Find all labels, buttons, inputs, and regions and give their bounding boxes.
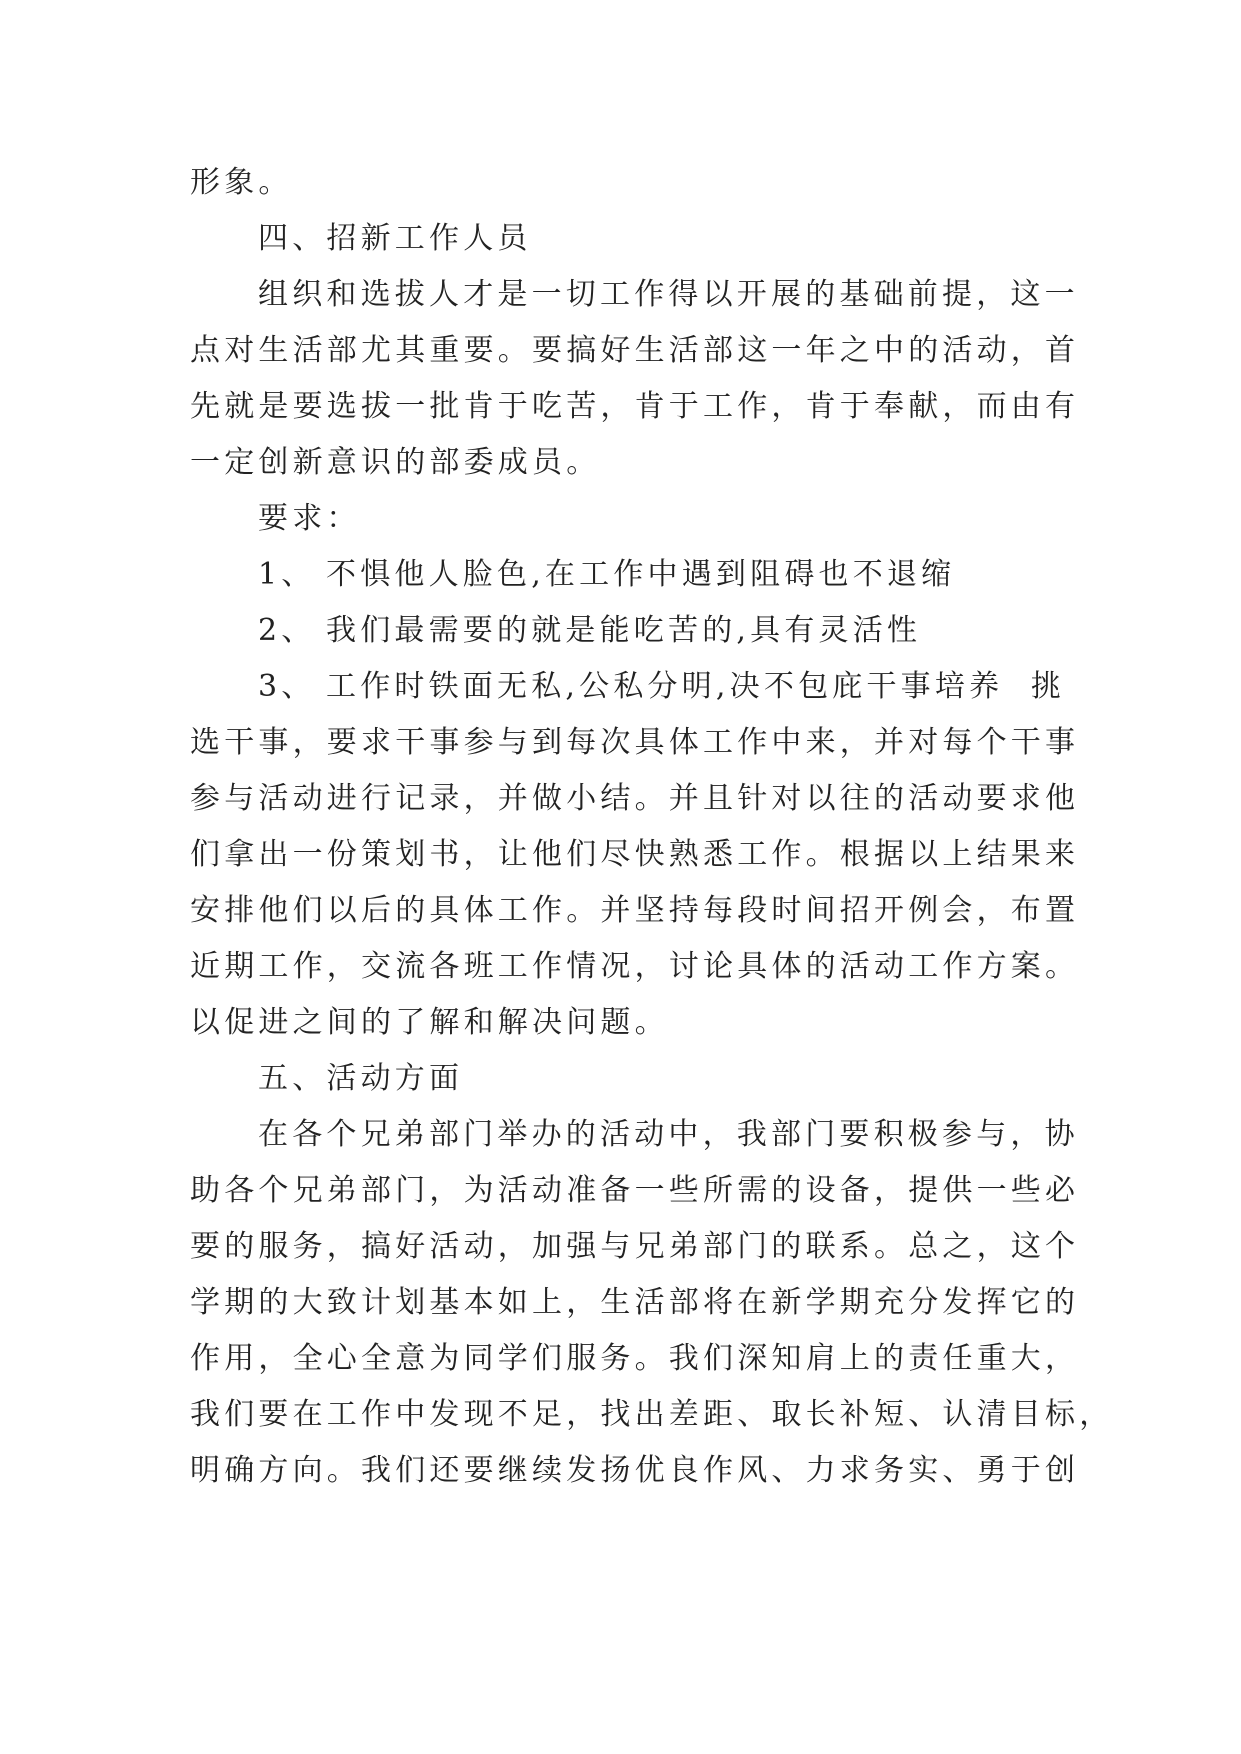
text-line: 选干事，要求干事参与到每次具体工作中来，并对每个干事	[190, 725, 1080, 760]
section-heading: 五、活动方面	[258, 1061, 464, 1096]
text-line: 先就是要选拔一批肯于吃苦，肯于工作，肯于奉献，而由有	[190, 389, 1080, 424]
document-page	[190, 155, 1114, 1499]
text-line: 作用，全心全意为同学们服务。我们深知肩上的责任重大，	[190, 1341, 1080, 1376]
text-line: 我们要在工作中发现不足，找出差距、取长补短、认清目标，	[190, 1397, 1114, 1432]
list-item	[190, 659, 1065, 715]
text-line: 一定创新意识的部委成员。	[190, 445, 601, 480]
list-number: 1、	[258, 557, 316, 592]
list-item-text: 我们最需要的就是能吃苦的,具有灵活性	[326, 613, 922, 648]
list-number: 2、	[258, 613, 316, 648]
text-line: 形象。	[190, 165, 293, 200]
text-line: 点对生活部尤其重要。要搞好生活部这一年之中的活动，首	[190, 333, 1080, 368]
list-item-text: 工作时铁面无私,公私分明,决不包庇干事培养 挑	[326, 669, 1065, 704]
text-line: 明确方向。我们还要继续发扬优良作风、力求务实、勇于创	[190, 1453, 1080, 1488]
text-line: 以促进之间的了解和解决问题。	[190, 1005, 669, 1040]
list-number: 3、	[258, 669, 316, 704]
list-item	[190, 603, 1065, 659]
text-line: 参与活动进行记录，并做小结。并且针对以往的活动要求他	[190, 781, 1080, 816]
text-line: 要求：	[258, 501, 361, 536]
text-line: 安排他们以后的具体工作。并坚持每段时间招开例会，布置	[190, 893, 1080, 928]
text-line: 助各个兄弟部门，为活动准备一些所需的设备，提供一些必	[190, 1173, 1080, 1208]
text-line: 学期的大致计划基本如上，生活部将在新学期充分发挥它的	[190, 1285, 1080, 1320]
text-line: 要的服务，搞好活动，加强与兄弟部门的联系。总之，这个	[190, 1229, 1080, 1264]
list-item-text: 不惧他人脸色,在工作中遇到阻碍也不退缩	[326, 557, 956, 592]
text-line: 近期工作，交流各班工作情况，讨论具体的活动工作方案。	[190, 949, 1080, 984]
text-line: 们拿出一份策划书，让他们尽快熟悉工作。根据以上结果来	[190, 837, 1080, 872]
text-line: 在各个兄弟部门举办的活动中，我部门要积极参与，协	[258, 1117, 1079, 1152]
text-line: 组织和选拔人才是一切工作得以开展的基础前提，这一	[258, 277, 1079, 312]
list-item	[190, 547, 1065, 603]
section-heading: 四、招新工作人员	[258, 221, 532, 256]
